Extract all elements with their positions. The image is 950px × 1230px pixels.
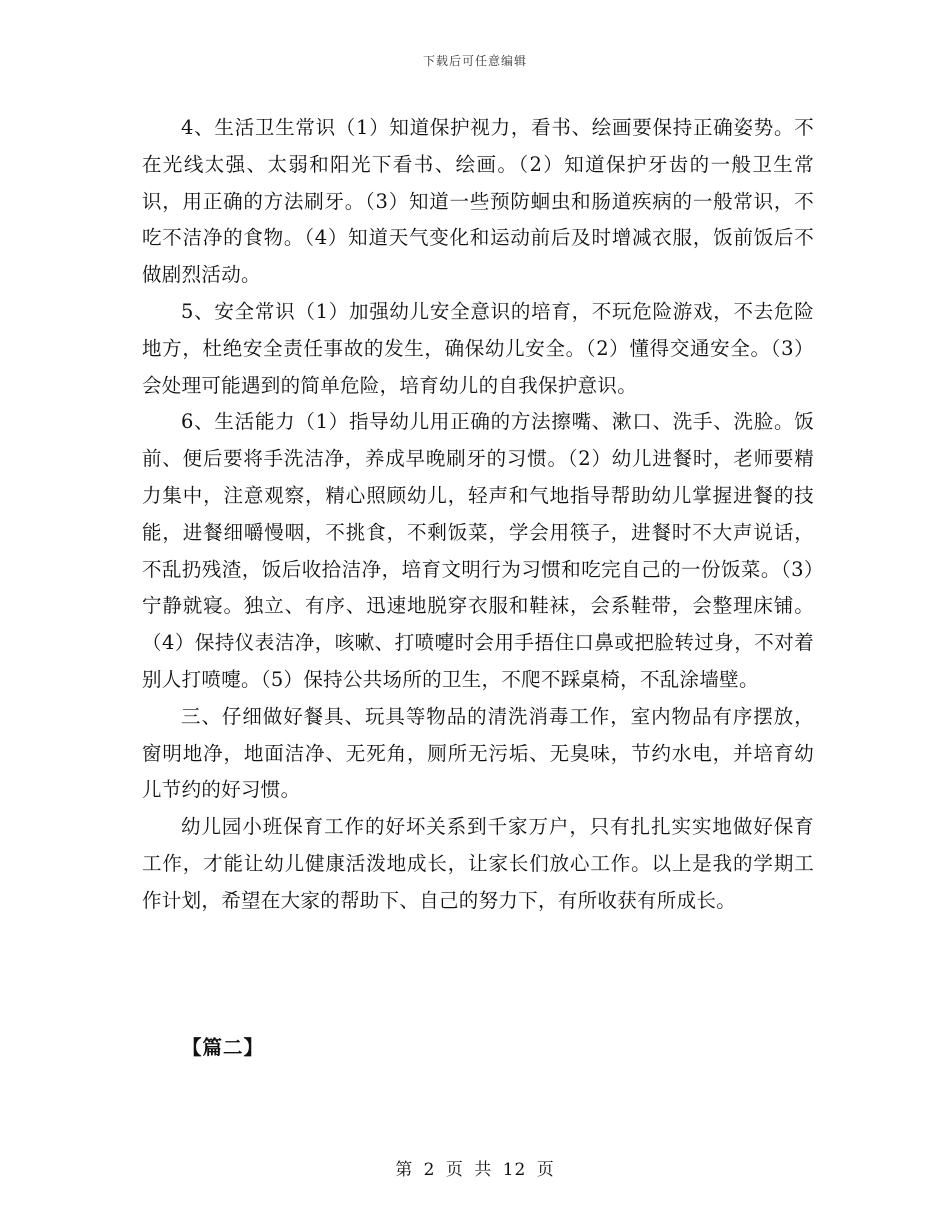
- page-number-footer: 第 2 页 共 12 页: [395, 1160, 555, 1180]
- document-body: [142, 110, 814, 920]
- paragraph-life-skills: 6、生活能力（1）指导幼儿用正确的方法擦嘴、漱口、洗手、洗脸。饭前、便后要将手洗洁净，养成早晚刷牙的习惯。（2）幼儿进餐时，老师要精力集中，注意观察，精心照顾幼儿，轻声和气地指导帮助幼儿掌握进餐的技能，进餐细嚼慢咽，不挑食，不剩饭菜，学会用筷子，进餐时不大声说话，不乱扔残渣，饭后收拾洁净，培育文明行为习惯和吃完自己的一份饭菜。（3）宁静就寝。独立、有序、迅速地脱穿衣服和鞋袜，会系鞋带，会整理床铺。（4）保持仪表洁净，咳嗽、打喷嚏时会用手捂住口鼻或把脸转过身，不对着别人打喷嚏。（5）保持公共场所的卫生，不爬不踩桌椅，不乱涂墙壁。: [142, 410, 814, 691]
- paragraph-conclusion: 幼儿园小班保育工作的好坏关系到千家万户，只有扎扎实实地做好保育工作，才能让幼儿健康活泼地成长，让家长们放心工作。以上是我的学期工作计划，希望在大家的帮助下、自己的努力下，有所收获有所成长。: [142, 815, 814, 912]
- section-title: 【篇二】: [182, 1036, 265, 1059]
- paragraph-hygiene: 4、生活卫生常识（1）知道保护视力，看书、绘画要保持正确姿势。不在光线太强、太弱和阳光下看书、绘画。（2）知道保护牙齿的一般卫生常识，用正确的方法刷牙。（3）知道一些预防蛔虫和肠道疾病的一般常识，不吃不洁净的食物。（4）知道天气变化和运动前后及时增减衣服，饭前饭后不做剧烈活动。: [142, 116, 814, 287]
- page-header: 下载后可任意编辑: [422, 54, 527, 68]
- paragraph-safety: 5、安全常识（1）加强幼儿安全意识的培育，不玩危险游戏，不去危险地方，杜绝安全责任事故的发生，确保幼儿安全。（2）懂得交通安全。（3）会处理可能遇到的简单危险，培育幼儿的自我保护意识。: [142, 299, 814, 397]
- paragraph-cleaning: 三、仔细做好餐具、玩具等物品的清洗消毒工作，室内物品有序摆放，窗明地净，地面洁净、无死角，厕所无污垢、无臭味，节约水电，并培育幼儿节约的好习惯。: [142, 704, 814, 802]
